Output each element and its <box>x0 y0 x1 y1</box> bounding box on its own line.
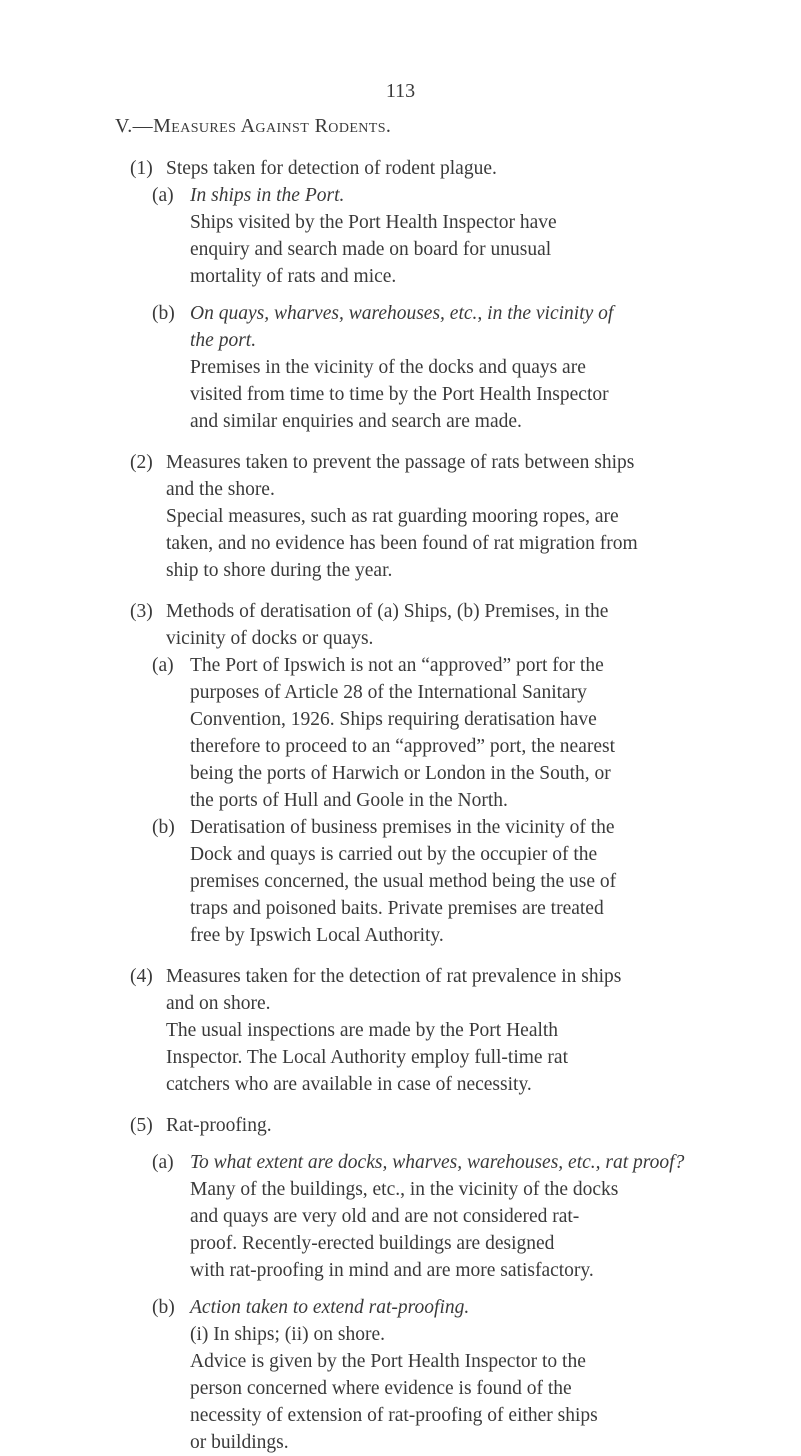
item-1a-title: In ships in the Port. <box>190 185 345 206</box>
item-5-number: (5) <box>130 1115 153 1136</box>
item-2-line: taken, and no evidence has been found of rat migration from <box>166 533 638 554</box>
item-5a-title: To what extent are docks, wharves, warehouses, etc., rat proof? <box>190 1152 685 1173</box>
item-3a-number: (a) <box>152 655 174 676</box>
item-1 <box>0 155 801 182</box>
item-5b-line: necessity of extension of rat-proofing of either ships <box>190 1405 598 1426</box>
item-3a-line: Convention, 1926. Ships requiring deratisation have <box>190 709 597 730</box>
item-5a <box>0 1149 801 1284</box>
item-4-line: catchers who are available in case of necessity. <box>166 1074 532 1095</box>
item-5a-line: and quays are very old and are not considered rat- <box>190 1206 580 1227</box>
item-3a-line: therefore to proceed to an “approved” port, the nearest <box>190 736 616 757</box>
item-5-title: Rat-proofing. <box>166 1115 272 1136</box>
page-number: 113 <box>385 80 416 102</box>
item-5a-line: with rat-proofing in mind and are more satisfactory. <box>190 1260 594 1281</box>
item-3-title: Methods of deratisation of (a) Ships, (b) Premises, in the <box>166 601 609 622</box>
item-1b-line: and similar enquiries and search are made. <box>190 411 522 432</box>
item-1-title: Steps taken for detection of rodent plague. <box>166 158 497 179</box>
item-1b-title: On quays, wharves, warehouses, etc., in the vicinity of <box>190 303 614 324</box>
heading-title: Measures Against Rodents. <box>153 115 392 137</box>
item-5b-line: Advice is given by the Port Health Inspector to the <box>190 1351 586 1372</box>
item-1-number: (1) <box>130 158 153 179</box>
item-4-title: and on shore. <box>166 993 271 1014</box>
item-1b-number: (b) <box>152 303 175 324</box>
item-5a-number: (a) <box>152 1152 174 1173</box>
item-1a-line: mortality of rats and mice. <box>190 266 397 287</box>
item-4-number: (4) <box>130 966 153 987</box>
item-3a-line: purposes of Article 28 of the International Sanitary <box>190 682 587 703</box>
item-5a-line: proof. Recently-erected buildings are designed <box>190 1233 555 1254</box>
item-5b-subtitle: (i) In ships; (ii) on shore. <box>190 1324 385 1345</box>
item-5b-number: (b) <box>152 1297 175 1318</box>
item-3a <box>0 652 801 814</box>
item-3a-line: the ports of Hull and Goole in the North. <box>190 790 508 811</box>
item-5a-line: Many of the buildings, etc., in the vicinity of the docks <box>190 1179 619 1200</box>
heading-numeral: V. <box>115 115 133 137</box>
item-2-title: Measures taken to prevent the passage of rats between ships <box>166 452 635 473</box>
item-4-title: Measures taken for the detection of rat prevalence in ships <box>166 966 622 987</box>
item-5b-line: or buildings. <box>190 1432 289 1453</box>
item-3-number: (3) <box>130 601 153 622</box>
item-2-line: ship to shore during the year. <box>166 560 393 581</box>
item-5b-line: person concerned where evidence is found of the <box>190 1378 572 1399</box>
item-1b-line: visited from time to time by the Port Health Inspector <box>190 384 609 405</box>
item-4 <box>0 963 801 1098</box>
item-5b <box>0 1294 801 1456</box>
item-4-line: The usual inspections are made by the Port Health <box>166 1020 559 1041</box>
item-3a-line: being the ports of Harwich or London in the South, or <box>190 763 611 784</box>
item-1b-line: Premises in the vicinity of the docks and quays are <box>190 357 586 378</box>
item-3-title: vicinity of docks or quays. <box>166 628 374 649</box>
item-3b-line: Dock and quays is carried out by the occupier of the <box>190 844 598 865</box>
item-3b-line: Deratisation of business premises in the vicinity of the <box>190 817 615 838</box>
document-body <box>0 155 801 1456</box>
item-3b <box>0 814 801 949</box>
item-3a-line: The Port of Ipswich is not an “approved” port for the <box>190 655 604 676</box>
item-3b-line: free by Ipswich Local Authority. <box>190 925 444 946</box>
item-2-number: (2) <box>130 452 153 473</box>
item-2-title: and the shore. <box>166 479 275 500</box>
heading-dash: — <box>132 115 154 137</box>
item-5b-title: Action taken to extend rat-proofing. <box>190 1297 470 1318</box>
item-3b-number: (b) <box>152 817 175 838</box>
section-heading <box>115 113 391 140</box>
item-2 <box>0 449 801 584</box>
item-1a-number: (a) <box>152 185 174 206</box>
item-3b-line: traps and poisoned baits. Private premises are treated <box>190 898 604 919</box>
item-4-line: Inspector. The Local Authority employ full-time rat <box>166 1047 568 1068</box>
item-1b <box>0 300 801 435</box>
item-1b-title: the port. <box>190 330 257 351</box>
item-3 <box>0 598 801 652</box>
item-5 <box>0 1112 801 1139</box>
item-1a-line: Ships visited by the Port Health Inspector have <box>190 212 557 233</box>
item-1a-line: enquiry and search made on board for unusual <box>190 239 552 260</box>
item-2-line: Special measures, such as rat guarding mooring ropes, are <box>166 506 619 527</box>
item-3b-line: premises concerned, the usual method being the use of <box>190 871 617 892</box>
item-1a <box>0 182 801 290</box>
